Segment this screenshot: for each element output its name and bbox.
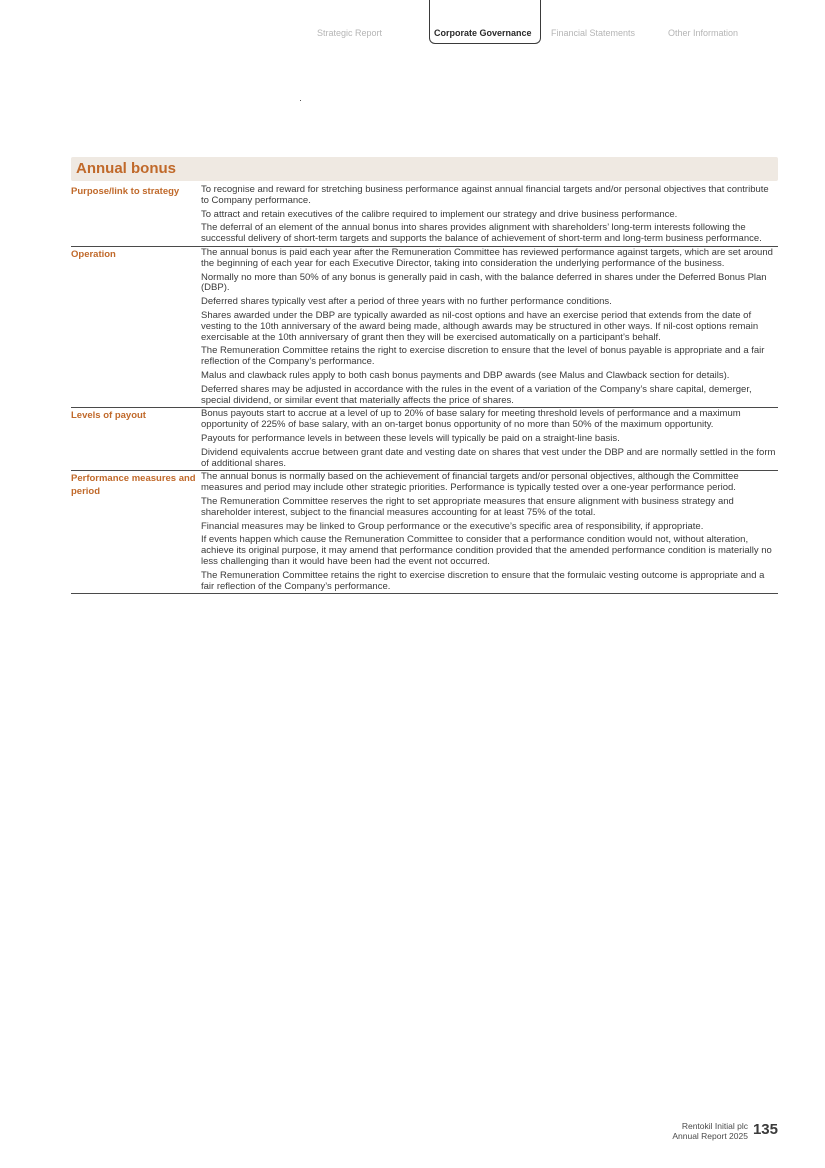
annual-bonus-section (71, 157, 778, 594)
paragraph: Dividend equivalents accrue between grant date and vesting date on shares that vest under the DBP and are normally settled in the form of additional shares. (201, 446, 776, 469)
row-label: Performance measures and period (71, 473, 196, 497)
paragraph: Financial measures may be linked to Group performance or the executive’s specific area of responsibility, if appropriate. (201, 520, 704, 532)
policy-row-levels-of-payout (71, 408, 778, 471)
tab-strategic-report[interactable]: Strategic Report (317, 28, 383, 38)
paragraph: The Remuneration Committee retains the right to exercise discretion to ensure that the formulaic vesting outcome is appropriate and a fair reflection of the Company’s performance. (201, 569, 765, 592)
paragraph: Bonus payouts start to accrue at a level of up to 20% of base salary for meeting threshold levels of performance and a maximum opportunity of 225% of base salary, with an on-target bonus opportunity of no more than 50% of the maximum opportunity. (201, 408, 741, 431)
paragraph: Payouts for performance levels in between these levels will typically be paid on a straight-line basis. (201, 432, 620, 444)
policy-row-purpose (71, 185, 778, 247)
paragraph: The Remuneration Committee reserves the right to set appropriate measures that ensure alignment with business strategy and shareholder interest, subject to the financial measures accounting for at least 75% of the total. (201, 495, 734, 518)
page-number: 135 (752, 1121, 778, 1138)
policy-row-operation (71, 247, 778, 408)
paragraph: Deferred shares typically vest after a period of three years with no further performance conditions. (201, 296, 612, 308)
row-body (201, 409, 778, 470)
row-label: Levels of payout (71, 410, 146, 422)
tab-financial-statements[interactable]: Financial Statements (551, 28, 636, 38)
section-title: Annual bonus (71, 157, 778, 181)
paragraph: Malus and clawback rules apply to both cash bonus payments and DBP awards (see Malus and Clawback section for details). (201, 369, 730, 381)
paragraph: To recognise and reward for stretching business performance against annual financial targets and/or personal objectives that contribute to Company performance. (201, 184, 769, 206)
row-body (201, 248, 778, 407)
row-label: Operation (71, 248, 116, 260)
row-body (201, 185, 778, 246)
policy-row-performance-measures (71, 471, 778, 594)
paragraph: Deferred shares may be adjusted in accordance with the rules in the event of a variation of the Company’s share capital, demerger, special dividend, or similar event that materially affects the price of shares. (201, 383, 752, 406)
paragraph: If events happen which cause the Remuneration Committee to consider that a performance condition would not, without alteration, achieve its original purpose, it may amend that performance condition provided that the amended performance condition is materially no less challenging than it would have been had the event not occurred. (201, 534, 772, 567)
tab-corporate-governance[interactable]: Corporate Governance (429, 0, 541, 44)
paragraph: Shares awarded under the DBP are typically awarded as nil-cost options and have an exercise period that extends from the date of vesting to the 10th anniversary of the award being made, although awards may be structured in other ways. If nil-cost options remain exercisable at the 10th anniversary of grant then they will be exercised automatically on a participant’s behalf. (201, 309, 759, 343)
stray-dot (300, 100, 301, 101)
page-footer (672, 1121, 778, 1141)
row-label: Purpose/link to strategy (71, 186, 180, 197)
row-body (201, 472, 778, 593)
paragraph: The annual bonus is paid each year after the Remuneration Committee has reviewed performance against targets, which are set around the beginning of each year for each Executive Director, taking into consideration the underlying performance of the business. (201, 246, 773, 269)
paragraph: The annual bonus is normally based on the achievement of financial targets and/or personal objectives, although the Committee measures and period may include other strategic priorities. Performance is typically tested over a one-year performance period. (201, 471, 739, 494)
footer-text (672, 1121, 748, 1141)
paragraph: The deferral of an element of the annual bonus into shares provides alignment with shareholders’ long-term interests following the successful delivery of short-term targets and supports the balance of achievement of short-term and long-term business performance. (201, 222, 762, 245)
paragraph: To attract and retain executives of the calibre required to implement our strategy and drive business performance. (201, 208, 678, 220)
paragraph: The Remuneration Committee retains the right to exercise discretion to ensure that the level of bonus payable is appropriate and a fair reflection of the Company’s performance. (201, 345, 765, 368)
company-name: Rentokil Initial plc (681, 1121, 748, 1131)
report-name: Annual Report 2025 (672, 1131, 748, 1141)
section-nav (0, 0, 825, 46)
tab-other-information[interactable]: Other Information (668, 28, 739, 38)
paragraph: Normally no more than 50% of any bonus is generally paid in cash, with the balance deferred in shares under the Deferred Bonus Plan (DBP). (201, 271, 767, 294)
